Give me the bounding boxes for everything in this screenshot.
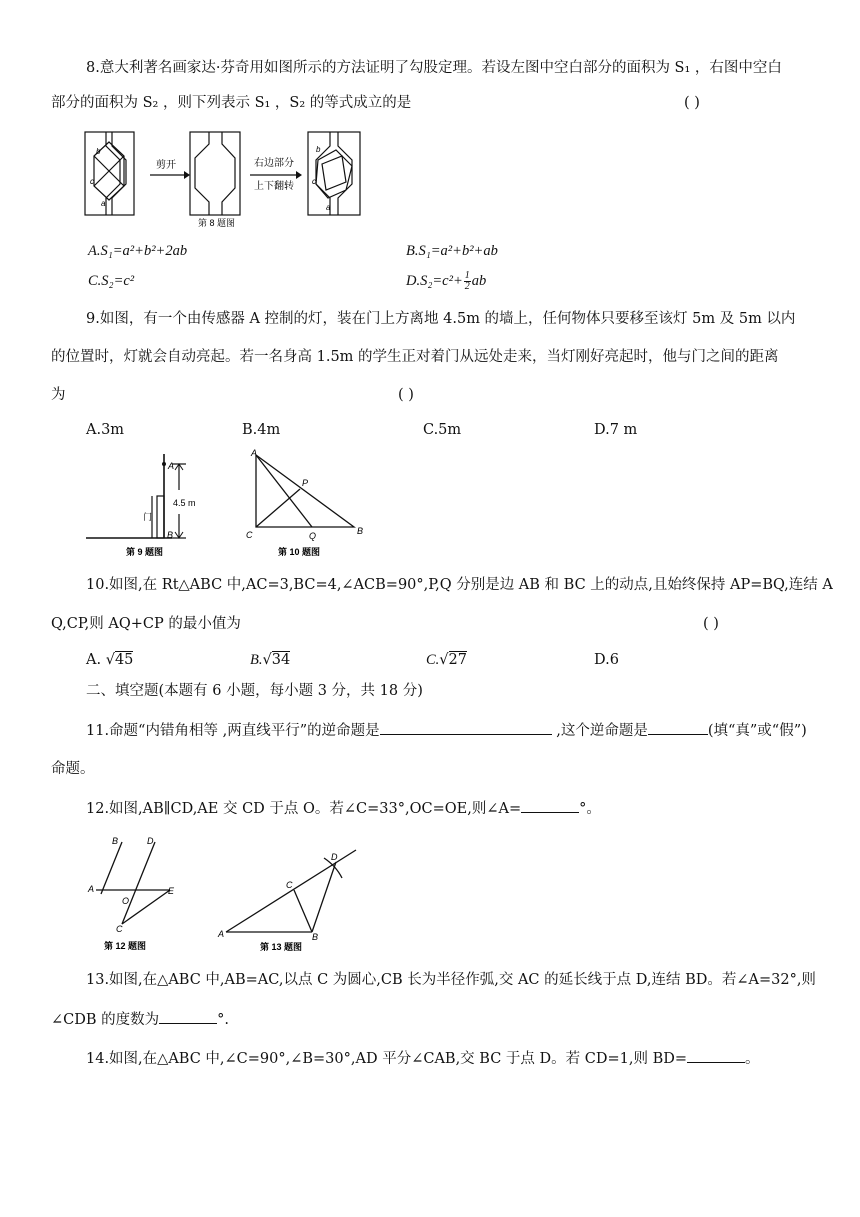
q10-answer-paren: ( ) bbox=[703, 616, 719, 632]
q9-option-d: D.7 m bbox=[594, 422, 638, 438]
q10-option-a-radicand: 45 bbox=[114, 652, 134, 668]
q9-option-b: B.4m bbox=[242, 422, 281, 438]
svg-text:C: C bbox=[286, 880, 293, 890]
q9-answer-paren: ( ) bbox=[398, 387, 414, 403]
svg-text:A: A bbox=[218, 929, 225, 939]
q9-line2: 的位置时，灯就会自动亮起。若一名身高 1.5m 的学生正对着门从远处走来，当灯刚好亮起时，他与门之间的距离 bbox=[51, 349, 779, 365]
svg-text:B: B bbox=[312, 932, 319, 942]
q8-middle-panel bbox=[190, 132, 240, 215]
q11-line2: 命题。 bbox=[51, 761, 95, 777]
q10-option-b-sqrt: √34 bbox=[262, 652, 291, 668]
q10-option-c-letter: C. bbox=[426, 652, 440, 668]
q10-option-b bbox=[250, 650, 290, 670]
q12-blank[interactable] bbox=[521, 798, 579, 813]
svg-text:E: E bbox=[168, 886, 175, 896]
svg-text:A: A bbox=[251, 448, 258, 458]
q8-option-d-pre: D.S₂=c²+ bbox=[406, 273, 463, 289]
svg-text:A: A bbox=[88, 884, 95, 894]
q10-option-a-letter: A. bbox=[86, 652, 102, 668]
q11-text-pre: 11.命题“内错角相等 ,两直线平行”的逆命题是 bbox=[86, 723, 380, 739]
section-2-heading: 二、填空题(本题有 6 小题，每小题 3 分，共 18 分) bbox=[86, 683, 423, 699]
q13-line2 bbox=[51, 1009, 229, 1030]
svg-text:D: D bbox=[331, 852, 338, 862]
svg-text:a: a bbox=[326, 203, 331, 212]
q10-option-b-letter: B. bbox=[250, 652, 263, 668]
q8-line2: 部分的面积为 S₂ ，则下列表示 S₁ ，S₂ 的等式成立的是 bbox=[51, 95, 412, 111]
q10-option-c-radicand: 27 bbox=[448, 652, 467, 668]
q8-option-d-fraction bbox=[464, 271, 471, 292]
q9-caption: 第 9 题图 bbox=[126, 547, 164, 557]
q10-figure bbox=[244, 447, 374, 561]
q12-caption: 第 12 题图 bbox=[104, 941, 147, 951]
q12-text-post: °。 bbox=[579, 801, 601, 817]
q10-option-a-sqrt: √45 bbox=[105, 652, 134, 668]
q8-option-a: A.S₁=a²+b²+2ab bbox=[88, 243, 188, 259]
svg-text:A: A bbox=[168, 461, 175, 471]
q12-figure bbox=[86, 834, 186, 956]
svg-text:a: a bbox=[101, 199, 106, 208]
q8-option-b: B.S₁=a²+b²+ab bbox=[406, 243, 498, 259]
q10-line1: 10.如图,在 Rt△ABC 中,AC=3,BC=4,∠ACB=90°,P,Q 分别是边 AB 和 BC 上的动点,且始终保持 AP=BQ,连结 A bbox=[86, 577, 833, 593]
q9-height-label: 4.5 m bbox=[173, 498, 196, 508]
svg-text:P: P bbox=[302, 478, 309, 488]
q10-option-a bbox=[86, 650, 133, 670]
q11-line1 bbox=[86, 720, 807, 741]
svg-text:B: B bbox=[167, 530, 174, 540]
svg-text:B: B bbox=[112, 836, 119, 846]
q8-figure bbox=[84, 126, 366, 232]
svg-text:D: D bbox=[147, 836, 154, 846]
q9-figure bbox=[86, 452, 216, 560]
svg-text:Q: Q bbox=[309, 531, 317, 541]
q8-option-d-denominator: 2 bbox=[464, 281, 470, 293]
q13-figure bbox=[214, 844, 364, 956]
q10-line2: Q,CP,则 AQ+CP 的最小值为 bbox=[51, 616, 241, 632]
q13-blank[interactable] bbox=[159, 1009, 217, 1024]
q14-text-post: 。 bbox=[745, 1051, 760, 1067]
q10-option-d: D.6 bbox=[594, 652, 619, 668]
q11-blank-2[interactable] bbox=[648, 720, 708, 735]
q11-text-mid: ,这个逆命题是 bbox=[551, 723, 648, 739]
q8-option-d-post: ab bbox=[471, 273, 487, 289]
q8-option-c: C.S₂=c² bbox=[88, 273, 135, 289]
svg-text:C: C bbox=[116, 924, 123, 934]
q13-text-pre: ∠CDB 的度数为 bbox=[51, 1012, 160, 1028]
q14-text-pre: 14.如图,在△ABC 中,∠C=90°,∠B=30°,AD 平分∠CAB,交 BC 于点 D。若 CD=1,则 BD= bbox=[86, 1051, 688, 1067]
q8-left-panel bbox=[85, 132, 134, 215]
q8-flip-label-2: 上下翻转 bbox=[254, 181, 294, 192]
q14-blank[interactable] bbox=[687, 1048, 745, 1063]
q8-option-d bbox=[406, 271, 486, 292]
q10-option-c bbox=[426, 650, 467, 670]
q13-caption: 第 13 题图 bbox=[260, 942, 303, 952]
q8-line1: 8.意大利著名画家达·芬奇用如图所示的方法证明了勾股定理。若设左图中空白部分的面积为 S₁ ，右图中空白 bbox=[86, 60, 782, 76]
q8-cut-label: 剪开 bbox=[156, 160, 176, 171]
q11-text-post: (填“真”或“假”) bbox=[707, 723, 807, 739]
svg-text:b: b bbox=[96, 147, 101, 156]
q10-option-c-sqrt: √27 bbox=[439, 652, 467, 668]
q13-text-post: °. bbox=[217, 1012, 229, 1028]
q8-option-d-numerator: 1 bbox=[464, 270, 470, 282]
svg-text:C: C bbox=[246, 530, 253, 540]
svg-text:O: O bbox=[122, 896, 130, 906]
q8-caption: 第 8 题图 bbox=[198, 218, 236, 228]
svg-text:c: c bbox=[90, 177, 94, 186]
q9-option-a: A.3m bbox=[86, 422, 125, 438]
q9-line1: 9.如图，有一个由传感器 A 控制的灯，装在门上方离地 4.5m 的墙上，任何物体只要移至该灯 5m 及 5m 以内 bbox=[86, 311, 796, 327]
q9-door-label: 门 bbox=[143, 512, 153, 522]
q9-option-c: C.5m bbox=[423, 422, 462, 438]
q8-answer-paren: ( ) bbox=[684, 95, 700, 111]
q10-caption: 第 10 题图 bbox=[278, 547, 321, 557]
svg-text:b: b bbox=[316, 145, 321, 154]
q12-line1 bbox=[86, 798, 601, 819]
svg-text:c: c bbox=[312, 177, 316, 186]
q9-line3: 为 bbox=[51, 387, 66, 403]
q10-option-b-radicand: 34 bbox=[271, 652, 291, 668]
q13-line1: 13.如图,在△ABC 中,AB=AC,以点 C 为圆心,CB 长为半径作弧,交 AC 的延长线于点 D,连结 BD。若∠A=32°,则 bbox=[86, 972, 816, 988]
q8-flip-label-1: 右边部分 bbox=[254, 158, 294, 169]
svg-text:B: B bbox=[357, 526, 364, 536]
q14-line1 bbox=[86, 1048, 760, 1069]
q12-text-pre: 12.如图,AB∥CD,AE 交 CD 于点 O。若∠C=33°,OC=OE,则∠A= bbox=[86, 801, 522, 817]
q11-blank-1[interactable] bbox=[380, 720, 552, 735]
